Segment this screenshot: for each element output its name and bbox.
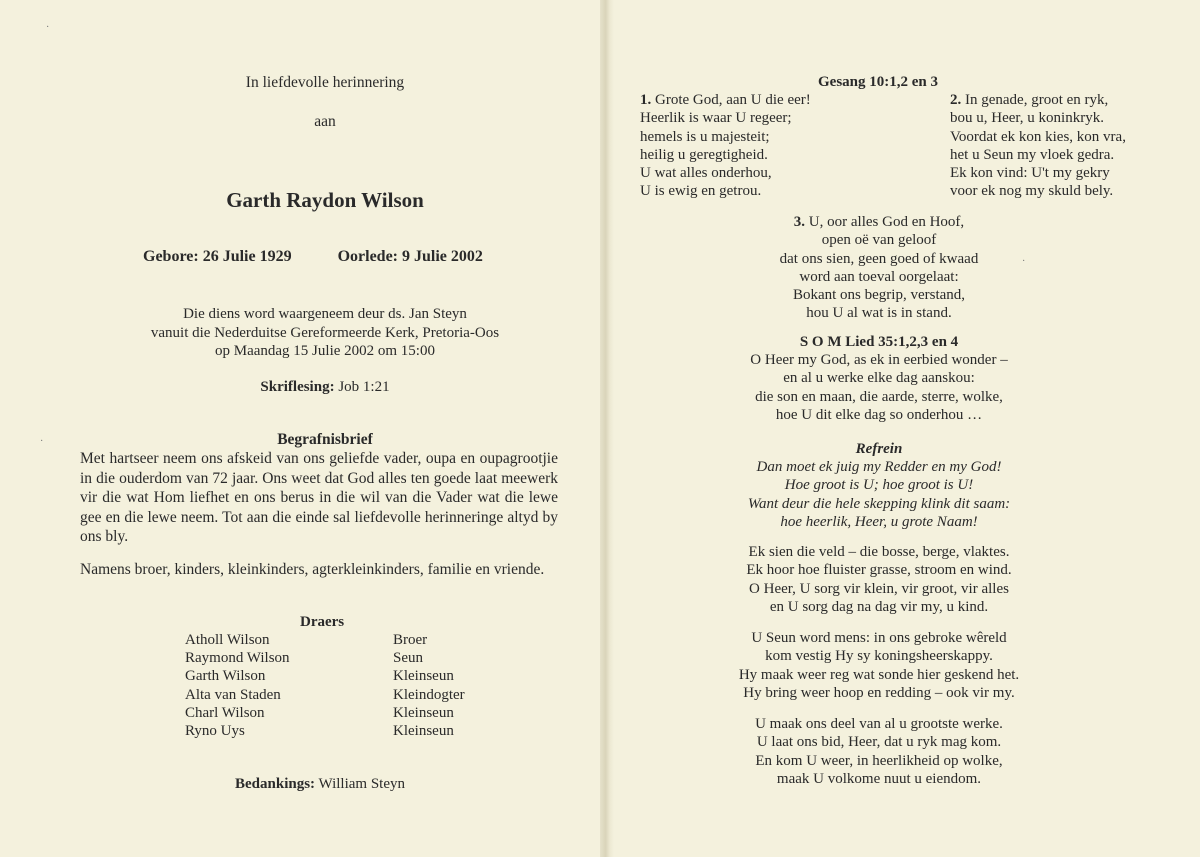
deceased-name: Garth Raydon Wilson — [226, 188, 424, 212]
reading-value: Job 1:21 — [334, 379, 390, 395]
refrein-text: Dan moet ek juig my Redder en my God! Hoe groot is U; hoe groot is U! Want deur die hele skepping klink dit saam: hoe heerlik, Heer, u grote Naam! — [747, 459, 1011, 530]
som-verse-4: U maak ons deel van al u grootste werke. U laat ons bid, Heer, dat u ryk mag kom. En kom U weer, in heerlikheid op wolke, maak U volkome nuut u eiendom. — [755, 716, 1003, 787]
draers-table — [185, 631, 465, 740]
service-line: Die diens word waargeneem deur ds. Jan Steyn — [183, 306, 467, 322]
service-info — [0, 305, 650, 361]
died-date: Oorlede: 9 Julie 2002 — [337, 248, 483, 265]
som-verse-2: Ek sien die veld – die bosse, berge, vlaktes. Ek hoor hoe fluister grasse, stroom en wind. O Heer, U sorg vir klein, vir groot, vir alles en U sorg dag na dag vir my, u kind. — [746, 544, 1012, 615]
gesang-verse-2: 2. In genade, groot en ryk, bou u, Heer, u koninkryk. Voordat ek kon kies, kon vra, het u Seun my vloek gedra. Ek kon vind: U't my gekry voor ek nog my skuld bely. — [950, 92, 1126, 200]
scripture-reading — [0, 378, 650, 397]
table-row: Alta van Staden Kleindogter — [185, 686, 465, 703]
namens-text: Namens broer, kinders, kleinkinders, agterkleinkinders, familie en vriende. — [80, 561, 545, 578]
som-title: S O M Lied 35:1,2,3 en 4 — [799, 334, 959, 350]
gesang-verse-3: 3. U, oor alles God en Hoof, open oë van geloof dat ons sien, geen goed of kwaad word aan toeval oorgelaat: Bokant ons begrip, verstand, hou U al wat is in stand. — [779, 214, 979, 322]
thanks-line — [235, 776, 405, 793]
right-page: Gesang 10:1,2 en 3 1. Grote God, aan U die eer! Heerlik is waar U regeer; hemels is u majesteit; heilig u geregtigheid. U wat alles onderhou, U is ewig en getrou. 2. In genade, groot en ryk, bou u, Heer, u koninkryk. Voordat ek kon kies, kon vra, het u Seun my vloek gedra. Ek kon vind: U't my gekry voor ek nog my skuld bely. 3. U, oor alles God en Hoof, open oë van geloof dat ons sien, geen goed of kwaad word aan toeval oorgelaat: Bokant ons begrip, verstand, hou U al wat is in stand. S O M Lied 35:1,2,3 en 4 O Heer my God, as ek in eerbied wonder – en al u werke elke dag aanskou: die son en maan, die aarde, sterre, wolke, hoe U dit elke dag so onderhou … Refrein Dan moet ek juig my Redder en my God! Hoe groot is U; hoe groot is U! Want deur die hele skepping klink dit saam: hoe heerlik, Heer, u grote Naam! Ek sien die veld – die bosse, berge, vlaktes. Ek hoor hoe fluister grasse, stroom en wind. O Heer, U sorg vir klein, vir groot, vir alles en U sorg dag na dag vir my, u kind. U Seun word mens: in ons gebroke wêreld kom vestig Hy sy koningsheerskappy. Hy maak weer reg wat sonde hier geskend het. Hy bring weer hoop en redding – ook vir my. U maak ons deel van al u grootste werke. U laat ons bid, Heer, dat u ryk mag kom. En kom U weer, in heerlikheid op wolke, maak U volkome nuut u eiendom. · — [640, 74, 1126, 787]
som-verse-1: O Heer my God, as ek in eerbied wonder – en al u werke elke dag aanskou: die son en maan, die aarde, sterre, wolke, hoe U dit elke dag so onderhou … — [750, 352, 1008, 423]
thanks-label: Bedankings: — [235, 776, 316, 792]
letter-text: Met hartseer neem ons afskeid van ons geliefde vader, oupa en oupagrootjie in die ouderdom van 72 jaar. Ons weet dat God alles ten goede laat meewerk vir die wat Hom liefhet en ons berus in die wil van die Vader wat die lewe gee en die lewe neem. Tot aan die einde sal liefdevolle herinneringe altyd by ons bly. — [80, 450, 558, 545]
table-row: Charl Wilson Kleinseun — [185, 704, 454, 721]
letter-title: Begrafnisbrief — [277, 431, 373, 448]
draers-title: Draers — [300, 614, 345, 630]
service-line: vanuit die Nederduitse Gereformeerde Kerk, Pretoria-Oos — [150, 324, 500, 341]
dates-row — [143, 248, 483, 266]
table-row: Raymond Wilson Seun — [185, 650, 423, 667]
thanks-value: William Steyn — [315, 776, 405, 792]
left-page: In liefdevolle herinnering aan Garth Raydon Wilson Gebore: 26 Julie 1929 Oorlede: 9 Julie 2002 Die diens word waargeneem deur ds. Jan Steyn vanuit die Nederduitse Gereformeerde Kerk, Pretoria-Oos op Maandag 15 Julie 2002 om 15:00 Skriflesing: Job 1:21 Begrafnisbrief Met hartseer neem ons afskeid van ons geliefde vader, oupa en oupagrootjie in die ouderdom van 72 jaar. Ons weet dat God alles ten goede laat meewerk vir die wat Hom liefhet en ons berus in die wil van die Vader wat die lewe gee en die lewe neem. Tot aan die einde sal liefdevolle herinneringe altyd by ons bly. Namens broer, kinders, kleinkinders, agterkleinkinders, familie en vriende. Draers Atholl Wilson Broer Raymond Wilson Seun Garth Wilson Kleinseun Alta van Staden Kleindogter Charl Wilson Kleinseun Ryno Uys Kleinseun Bedankings: William Steyn · · — [0, 0, 600, 857]
intro-line: In liefdevolle herinnering — [245, 74, 405, 91]
born-date: Gebore: 26 Julie 1929 — [143, 248, 292, 265]
service-line: op Maandag 15 Julie 2002 om 15:00 — [215, 343, 435, 359]
refrein-title: Refrein — [855, 441, 903, 457]
table-row: Atholl Wilson Broer — [185, 632, 428, 648]
reading-label: Skriflesing: — [260, 379, 335, 395]
table-row: Garth Wilson Kleinseun — [185, 668, 454, 685]
som-verse-3: U Seun word mens: in ons gebroke wêreld kom vestig Hy sy koningsheerskappy. Hy maak weer reg wat sonde hier geskend het. Hy bring weer hoop en redding – ook vir my. — [738, 630, 1020, 701]
intro-aan: aan — [314, 113, 336, 130]
table-row: Ryno Uys Kleinseun — [185, 723, 454, 740]
gesang-title: Gesang 10:1,2 en 3 — [818, 74, 938, 90]
gesang-verse-1: 1. Grote God, aan U die eer! Heerlik is waar U regeer; hemels is u majesteit; heilig u geregtigheid. U wat alles onderhou, U is ewig en getrou. — [640, 92, 811, 200]
